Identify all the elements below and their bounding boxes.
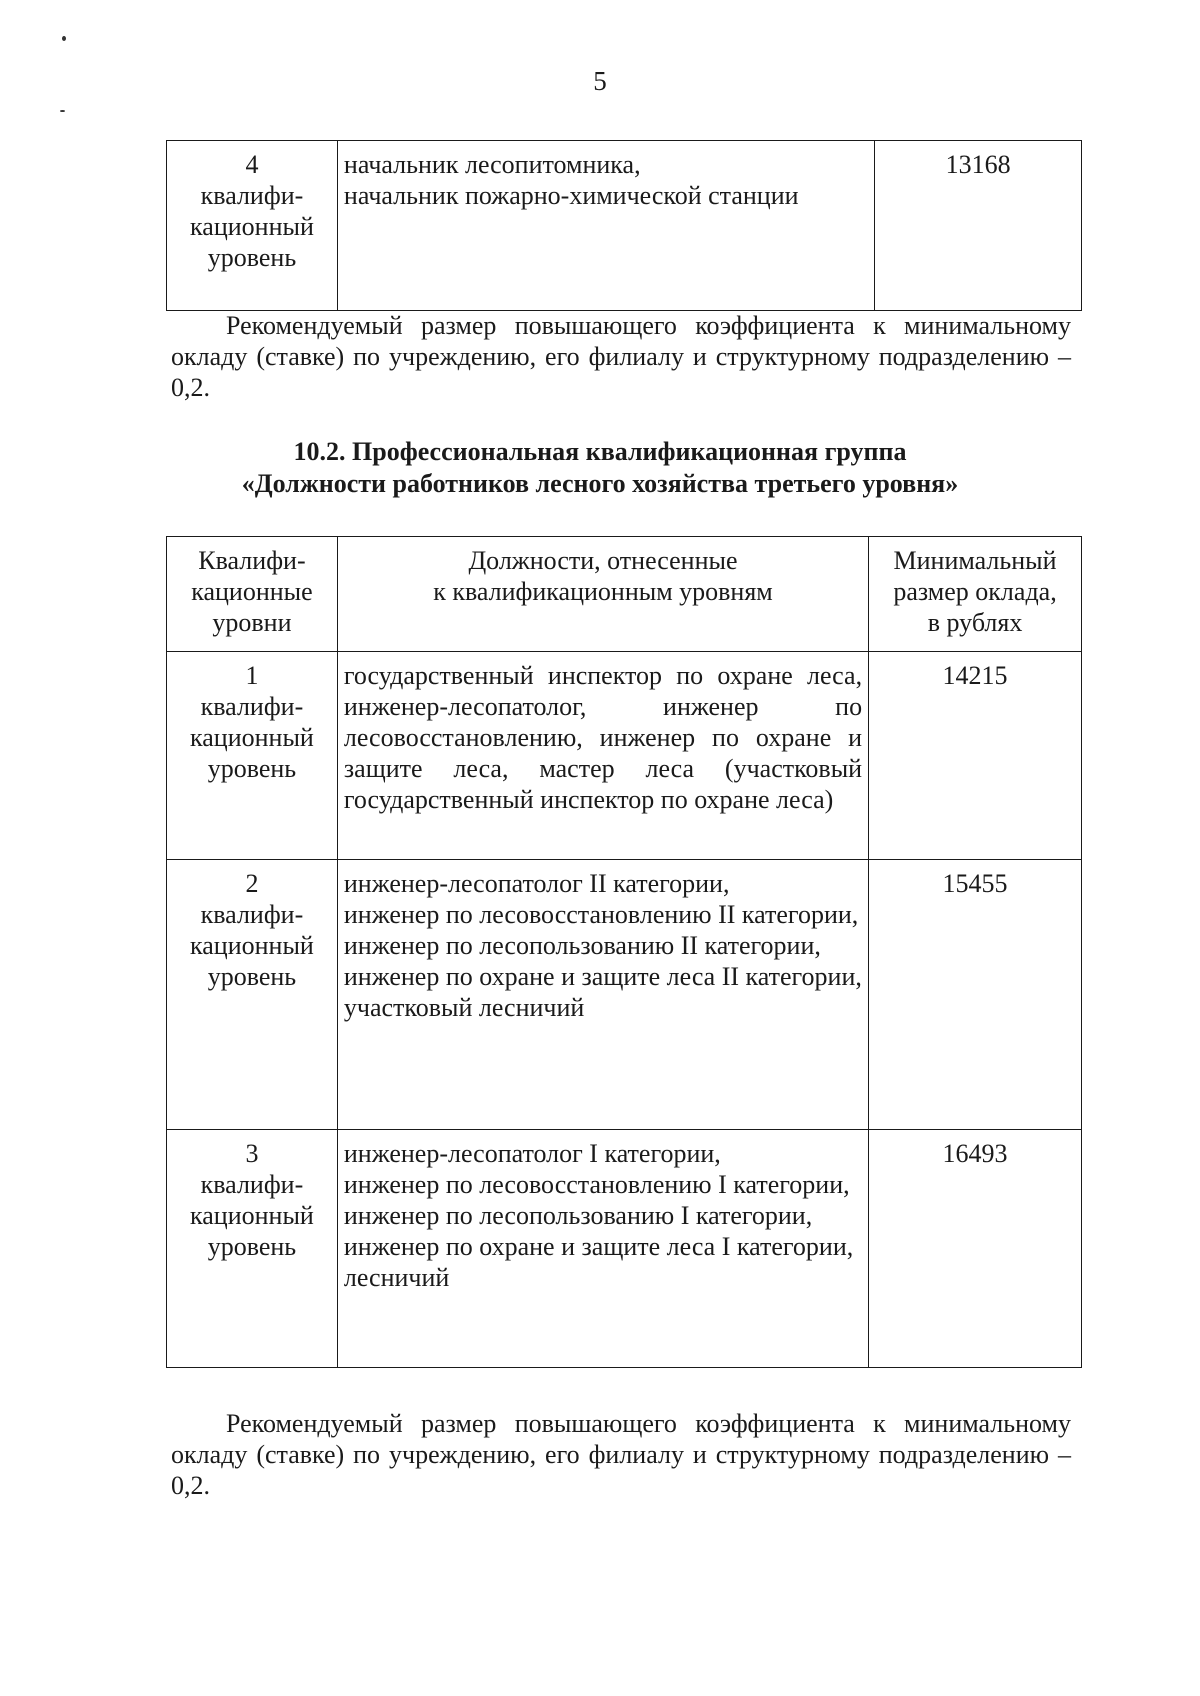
- position-line: участковый лесничий: [343, 993, 585, 1022]
- coefficient-paragraph: Рекомендуемый размер повышающего коэффициента к минимальному окладу (ставке) по учреждению, его филиалу и структурному подразделению – 0,2.: [171, 1409, 1071, 1500]
- positions-cell: [337, 652, 868, 860]
- header-levels: [167, 537, 338, 652]
- position-line: инженер по лесовосстановлению II категории,: [343, 900, 859, 929]
- level-text-line: уровень: [207, 243, 297, 272]
- coefficient-paragraph: Рекомендуемый размер повышающего коэффициента к минимальному окладу (ставке) по учреждению, его филиалу и структурному подразделению – 0,2.: [171, 311, 1071, 402]
- page-number: 5: [593, 66, 607, 96]
- level-number: 2: [245, 869, 259, 898]
- table-row: [167, 1130, 1082, 1368]
- level-number: 1: [245, 661, 259, 690]
- position-line: инженер по лесовосстановлению I категории,: [343, 1170, 850, 1199]
- header-text-line: кационные: [191, 577, 313, 606]
- level-cell: [167, 652, 338, 860]
- header-text-line: Квалифи-: [198, 546, 306, 575]
- table-header-row: [167, 537, 1082, 652]
- level-text-line: квалифи-: [200, 1170, 304, 1199]
- section-title-line: 10.2. Профессиональная квалификационная группа: [293, 437, 907, 466]
- level-text-line: уровень: [207, 1232, 297, 1261]
- table-row: [167, 141, 1082, 311]
- header-positions: [337, 537, 868, 652]
- header-text-line: в рублях: [927, 608, 1023, 637]
- level-text-line: квалифи-: [200, 181, 304, 210]
- level-text-line: кационный: [190, 212, 314, 241]
- salary-cell: 13168: [875, 141, 1082, 311]
- section-heading: [0, 436, 1200, 500]
- level-text-line: кационный: [190, 1201, 314, 1230]
- level-text-line: квалифи-: [200, 692, 304, 721]
- header-text-line: к квалификационным уровням: [433, 577, 773, 606]
- level-cell: [167, 1130, 338, 1368]
- scan-speck: [62, 36, 66, 41]
- position-line: инженер-лесопатолог I категории,: [343, 1139, 721, 1168]
- table-continuation: [166, 140, 1082, 311]
- header-text-line: уровни: [212, 608, 292, 637]
- salary-cell: 16493: [869, 1130, 1082, 1368]
- level-text-line: квалифи-: [200, 900, 304, 929]
- position-line: инженер по лесопользованию II категории,: [343, 931, 821, 960]
- level-text-line: кационный: [190, 931, 314, 960]
- level-number: 4: [245, 150, 259, 179]
- header-salary: [869, 537, 1082, 652]
- position-line: инженер-лесопатолог II категории,: [343, 869, 730, 898]
- level-cell: [167, 860, 338, 1130]
- position-line: инженер по охране и защите леса I категории,: [343, 1232, 854, 1261]
- positions-cell: [337, 860, 868, 1130]
- header-text-line: Минимальный: [893, 546, 1057, 575]
- position-line: начальник лесопитомника,: [343, 150, 641, 179]
- header-text-line: размер оклада,: [893, 577, 1057, 606]
- position-line: лесничий: [343, 1263, 450, 1292]
- position-line: начальник пожарно-химической станции: [343, 181, 799, 210]
- position-text: государственный инспектор по охране леса, инженер-лесопатолог, инженер по лесовосстановлению, инженер по охране и защите леса, мастер леса (участковый государственный инспектор по охране леса): [343, 661, 863, 814]
- table-row: [167, 652, 1082, 860]
- level-number: 3: [245, 1139, 259, 1168]
- salary-cell: 14215: [869, 652, 1082, 860]
- positions-cell: [337, 141, 874, 311]
- table-row: [167, 860, 1082, 1130]
- header-text-line: Должности, отнесенные: [468, 546, 738, 575]
- scan-speck: [60, 110, 65, 112]
- section-title-line: «Должности работников лесного хозяйства третьего уровня»: [241, 469, 959, 498]
- table-qualification-levels: [166, 536, 1082, 1368]
- position-line: инженер по охране и защите леса II категории,: [343, 962, 862, 991]
- level-cell: [167, 141, 338, 311]
- salary-cell: 15455: [869, 860, 1082, 1130]
- level-text-line: уровень: [207, 962, 297, 991]
- position-line: инженер по лесопользованию I категории,: [343, 1201, 813, 1230]
- level-text-line: уровень: [207, 754, 297, 783]
- positions-cell: [337, 1130, 868, 1368]
- level-text-line: кационный: [190, 723, 314, 752]
